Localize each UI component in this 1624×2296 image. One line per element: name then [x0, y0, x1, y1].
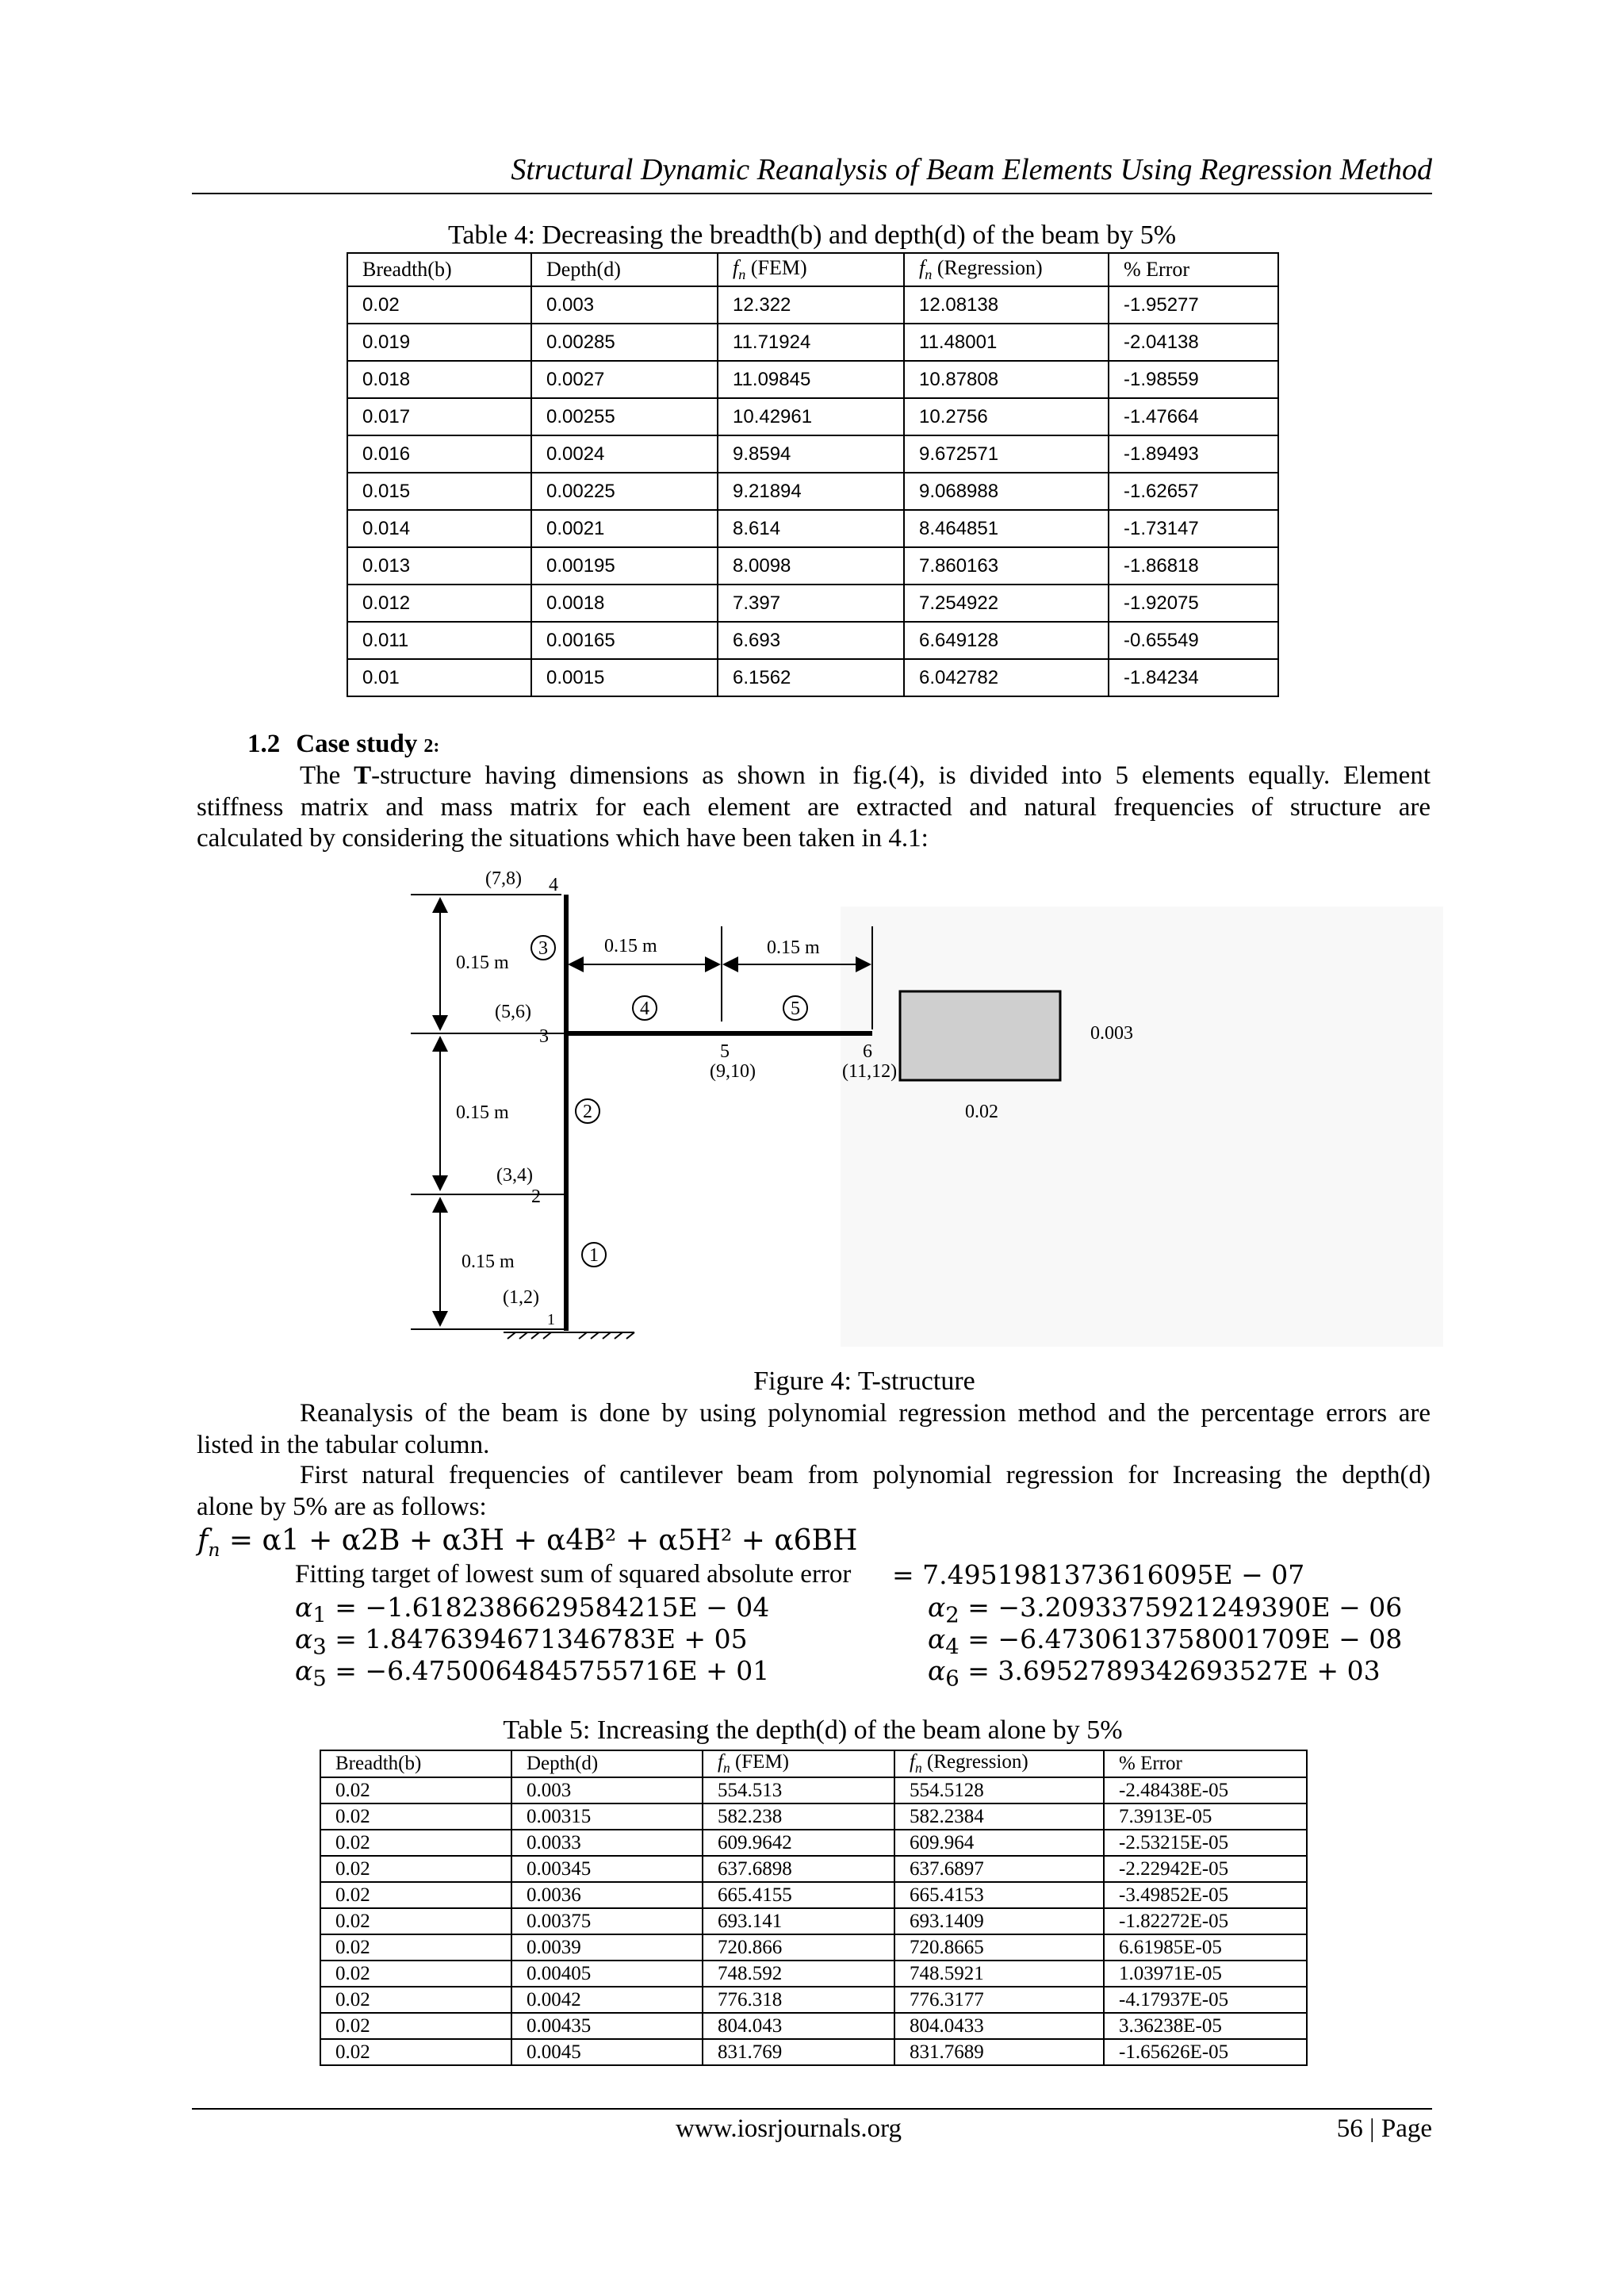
- table5-cell: -1.82272E-05: [1104, 1908, 1307, 1934]
- section-number: 1.2: [247, 730, 281, 758]
- table4-cell: 0.0021: [531, 510, 718, 547]
- table4-cell: 0.014: [347, 510, 531, 547]
- table4-cell: 0.01: [347, 659, 531, 696]
- table5-header-cell: $f_n$ (FEM): [703, 1750, 894, 1777]
- coefficient-symbol: α: [295, 1655, 313, 1686]
- table4-cell: 9.21894: [718, 473, 904, 510]
- coefficient-a3: $\alpha_3 = 1.8476394671346783E + 05$: [295, 1623, 748, 1660]
- section-height-label: 0.003: [1090, 1023, 1133, 1044]
- table5-cell: 1.03971E-05: [1104, 1961, 1307, 1987]
- dim-label: 0.15 m: [456, 953, 509, 973]
- regression-equation: [197, 1524, 857, 1561]
- table4-cell: -0.65549: [1109, 622, 1278, 659]
- table5-cell: 0.0045: [511, 2039, 703, 2065]
- table5-cell: 0.02: [320, 1987, 511, 2013]
- table5-cell: 0.02: [320, 2039, 511, 2065]
- table5-cell: 0.0036: [511, 1882, 703, 1908]
- table4-cell: 11.48001: [904, 324, 1109, 361]
- table5-cell: 0.00435: [511, 2013, 703, 2039]
- footer-url: www.iosrjournals.org: [676, 2114, 902, 2143]
- table5-row: [320, 1908, 1307, 1934]
- table5-cell: 0.0039: [511, 1934, 703, 1961]
- table5-cell: -2.48438E-05: [1104, 1777, 1307, 1803]
- table4-row: [347, 547, 1278, 585]
- table4-header-cell: $f_n$ (FEM): [718, 253, 904, 286]
- table4-header-cell: % Error: [1109, 253, 1278, 286]
- table5-cell: 582.2384: [894, 1803, 1104, 1830]
- table5-cell: 831.769: [703, 2039, 894, 2065]
- table5-cell: 3.36238E-05: [1104, 2013, 1307, 2039]
- table4-cell: 10.2756: [904, 398, 1109, 435]
- table4: [347, 252, 1279, 697]
- section-width-label: 0.02: [965, 1102, 998, 1122]
- node-number: 1: [547, 1311, 555, 1328]
- table4-cell: 9.8594: [718, 435, 904, 473]
- node-number: 2: [531, 1186, 541, 1207]
- table5-cell: 6.61985E-05: [1104, 1934, 1307, 1961]
- paragraph-line: Reanalysis of the beam is done by using polynomial regression method and the percentage errors are: [300, 1399, 1431, 1428]
- table5-cell: 804.0433: [894, 2013, 1104, 2039]
- table4-cell: 0.013: [347, 547, 531, 585]
- table5-cell: 0.02: [320, 1882, 511, 1908]
- table4-cell: 7.254922: [904, 585, 1109, 622]
- table5-row: [320, 1777, 1307, 1803]
- bold-text: T: [354, 761, 372, 790]
- coefficient-symbol: α: [928, 1655, 946, 1686]
- table5-cell: 554.513: [703, 1777, 894, 1803]
- table5-cell: 0.00315: [511, 1803, 703, 1830]
- section-heading: [247, 730, 439, 759]
- table5-caption: Table 5: Increasing the depth(d) of the beam alone by 5%: [503, 1715, 1123, 1745]
- table5-row: [320, 1961, 1307, 1987]
- paragraph-line: calculated by considering the situations which have been taken in 4.1:: [197, 824, 929, 853]
- table4-cell: 0.011: [347, 622, 531, 659]
- table4-cell: 0.012: [347, 585, 531, 622]
- table4-cell: -1.89493: [1109, 435, 1278, 473]
- dim-label: 0.15 m: [456, 1102, 509, 1123]
- table5-row: [320, 1856, 1307, 1882]
- coefficient-value: = −6.4750064845755716E + 01: [335, 1655, 770, 1686]
- table5-header-cell: $f_n$ (Regression): [894, 1750, 1104, 1777]
- dof-label: (11,12): [842, 1061, 898, 1082]
- paragraph-line: First natural frequencies of cantilever beam from polynomial regression for Increasing the depth(d): [300, 1461, 1431, 1489]
- table4-cell: 0.018: [347, 361, 531, 398]
- table4-cell: -1.92075: [1109, 585, 1278, 622]
- table5-cell: 720.8665: [894, 1934, 1104, 1961]
- table4-header-cell: Breadth(b): [347, 253, 531, 286]
- coefficient-symbol: α: [928, 1623, 946, 1654]
- table4-row: [347, 361, 1278, 398]
- regression-paragraph: [197, 1460, 1431, 1523]
- table4-cell: 7.397: [718, 585, 904, 622]
- dof-label: (3,4): [496, 1165, 533, 1186]
- table5-cell: -3.49852E-05: [1104, 1882, 1307, 1908]
- text-run: The: [300, 761, 354, 790]
- paragraph-line: listed in the tabular column.: [197, 1430, 490, 1459]
- table4-cell: 0.00285: [531, 324, 718, 361]
- table5-cell: 7.3913E-05: [1104, 1803, 1307, 1830]
- table5-row: [320, 1934, 1307, 1961]
- table4-cell: 11.09845: [718, 361, 904, 398]
- table4-cell: 0.0024: [531, 435, 718, 473]
- table4-cell: -2.04138: [1109, 324, 1278, 361]
- table4-header-cell: $f_n$ (Regression): [904, 253, 1109, 286]
- cross-section: [900, 991, 1060, 1080]
- table5-cell: 0.00345: [511, 1856, 703, 1882]
- coefficient-a1: $\alpha_1 = -1.6182386629584215E - 04$: [295, 1592, 770, 1628]
- coefficient-a4: $\alpha_4 = -6.4730613758001709E - 08$: [928, 1623, 1403, 1660]
- element-number: 5: [791, 999, 800, 1019]
- paragraph-line: stiffness matrix and mass matrix for each element are extracted and natural frequencies of structure are: [197, 792, 1431, 822]
- fitting-target-value: = 7.4951981373616095E − 07: [892, 1559, 1305, 1590]
- table5-cell: 720.866: [703, 1934, 894, 1961]
- table5-cell: -1.65626E-05: [1104, 2039, 1307, 2065]
- coefficient-a5: $\alpha_5 = -6.4750064845755716E + 01$: [295, 1655, 770, 1692]
- table5-cell: 637.6897: [894, 1856, 1104, 1882]
- table5-cell: 693.141: [703, 1908, 894, 1934]
- table4-cell: 0.00195: [531, 547, 718, 585]
- table5-header-cell: Depth(d): [511, 1750, 703, 1777]
- table4-cell: 8.614: [718, 510, 904, 547]
- table5-cell: -2.53215E-05: [1104, 1830, 1307, 1856]
- table4-cell: 0.017: [347, 398, 531, 435]
- table4-cell: 12.08138: [904, 286, 1109, 324]
- table4-cell: 0.019: [347, 324, 531, 361]
- table4-row: [347, 585, 1278, 622]
- dof-label: (1,2): [503, 1287, 539, 1308]
- table4-cell: -1.73147: [1109, 510, 1278, 547]
- table4-row: [347, 286, 1278, 324]
- reanalysis-paragraph: [197, 1398, 1431, 1461]
- table5-cell: -4.17937E-05: [1104, 1987, 1307, 2013]
- table5-cell: 637.6898: [703, 1856, 894, 1882]
- table5-cell: -2.22942E-05: [1104, 1856, 1307, 1882]
- table4-cell: 0.00255: [531, 398, 718, 435]
- table5: [320, 1750, 1308, 2066]
- table4-cell: -1.62657: [1109, 473, 1278, 510]
- table5-row: [320, 2013, 1307, 2039]
- table5-cell: 0.00375: [511, 1908, 703, 1934]
- table4-row: [347, 398, 1278, 435]
- paragraph-line: [197, 761, 1431, 792]
- table4-header-cell: Depth(d): [531, 253, 718, 286]
- table4-row: [347, 435, 1278, 473]
- coefficient-symbol: α: [295, 1623, 313, 1654]
- table4-cell: 9.672571: [904, 435, 1109, 473]
- t-structure-figure: [396, 863, 1443, 1347]
- table4-cell: 0.016: [347, 435, 531, 473]
- table5-cell: 748.592: [703, 1961, 894, 1987]
- table5-cell: 609.964: [894, 1830, 1104, 1856]
- table4-cell: -1.47664: [1109, 398, 1278, 435]
- table5-cell: 831.7689: [894, 2039, 1104, 2065]
- table5-cell: 0.02: [320, 1830, 511, 1856]
- table4-cell: 9.068988: [904, 473, 1109, 510]
- table4-cell: 10.87808: [904, 361, 1109, 398]
- element-number: 2: [583, 1102, 592, 1122]
- node-number: 3: [539, 1026, 549, 1047]
- dof-label: (7,8): [485, 868, 522, 889]
- table4-cell: -1.86818: [1109, 547, 1278, 585]
- table5-cell: 665.4153: [894, 1882, 1104, 1908]
- table5-cell: 0.02: [320, 1908, 511, 1934]
- dof-label: (5,6): [495, 1002, 531, 1022]
- coefficient-value: = −1.6182386629584215E − 04: [335, 1592, 770, 1623]
- coefficient-value: = 1.8476394671346783E + 05: [335, 1623, 748, 1654]
- table4-caption: Table 4: Decreasing the breadth(b) and depth(d) of the beam by 5%: [447, 220, 1177, 250]
- section-subtitle: 2:: [423, 736, 440, 757]
- table4-cell: 10.42961: [718, 398, 904, 435]
- table5-cell: 748.5921: [894, 1961, 1104, 1987]
- node-number: 6: [863, 1041, 872, 1062]
- fixed-support: [504, 1332, 634, 1339]
- table5-header-cell: % Error: [1104, 1750, 1307, 1777]
- dim-label: 0.15 m: [604, 936, 657, 956]
- dim-label: 0.15 m: [462, 1251, 515, 1272]
- table4-cell: 0.00225: [531, 473, 718, 510]
- table5-cell: 0.00405: [511, 1961, 703, 1987]
- table5-row: [320, 1830, 1307, 1856]
- table4-row: [347, 324, 1278, 361]
- node-number: 5: [720, 1041, 730, 1062]
- table5-cell: 554.5128: [894, 1777, 1104, 1803]
- element-number: 1: [589, 1245, 599, 1266]
- table5-cell: 693.1409: [894, 1908, 1104, 1934]
- footer-rule: [192, 2108, 1432, 2110]
- section-title: Case study: [296, 730, 418, 758]
- table5-cell: 609.9642: [703, 1830, 894, 1856]
- figure-background: [841, 907, 1443, 1347]
- table4-cell: 6.1562: [718, 659, 904, 696]
- table5-header-cell: Breadth(b): [320, 1750, 511, 1777]
- table4-cell: -1.84234: [1109, 659, 1278, 696]
- running-header-title: Structural Dynamic Reanalysis of Beam Elements Using Regression Method: [511, 153, 1432, 186]
- coefficient-symbol: α: [928, 1592, 946, 1623]
- text-run: -structure having dimensions as shown in fig.(4), is divided into 5 elements equally. Element: [371, 761, 1431, 790]
- table4-cell: 0.0015: [531, 659, 718, 696]
- table4-cell: 0.003: [531, 286, 718, 324]
- table5-cell: 776.3177: [894, 1987, 1104, 2013]
- coefficient-a2: $\alpha_2 = -3.2093375921249390E - 06$: [928, 1592, 1403, 1628]
- table5-header-row: [320, 1750, 1307, 1777]
- equation-lhs: $f_n$: [197, 1524, 220, 1562]
- element-number: 3: [538, 938, 548, 959]
- table5-cell: 0.02: [320, 1961, 511, 1987]
- table4-cell: 8.464851: [904, 510, 1109, 547]
- table5-cell: 665.4155: [703, 1882, 894, 1908]
- table5-row: [320, 1803, 1307, 1830]
- coefficient-value: = −3.2093375921249390E − 06: [967, 1592, 1403, 1623]
- table4-cell: 6.649128: [904, 622, 1109, 659]
- dim-label: 0.15 m: [767, 937, 820, 958]
- table4-cell: 0.015: [347, 473, 531, 510]
- figure4-caption: Figure 4: T-structure: [753, 1366, 975, 1396]
- dof-label: (9,10): [710, 1061, 756, 1082]
- table5-cell: 0.0042: [511, 1987, 703, 2013]
- table4-cell: 0.02: [347, 286, 531, 324]
- table5-cell: 776.318: [703, 1987, 894, 2013]
- table4-row: [347, 510, 1278, 547]
- table4-row: [347, 659, 1278, 696]
- equation-rhs: = α1 + α2B + α3H + α4B² + α5H² + α6BH: [228, 1524, 858, 1557]
- table4-cell: 11.71924: [718, 324, 904, 361]
- table5-cell: 0.02: [320, 2013, 511, 2039]
- element-number: 4: [640, 999, 649, 1019]
- table5-row: [320, 1987, 1307, 2013]
- table5-cell: 0.02: [320, 1777, 511, 1803]
- coefficient-value: = 3.6952789342693527E + 03: [967, 1655, 1381, 1686]
- table5-cell: 0.02: [320, 1934, 511, 1961]
- header-rule: [192, 193, 1432, 194]
- table4-header-row: [347, 253, 1278, 286]
- table4-cell: 6.693: [718, 622, 904, 659]
- table4-cell: 12.322: [718, 286, 904, 324]
- table4-cell: -1.98559: [1109, 361, 1278, 398]
- table5-cell: 582.238: [703, 1803, 894, 1830]
- node-number: 4: [549, 875, 558, 895]
- table5-cell: 804.043: [703, 2013, 894, 2039]
- table4-cell: 0.0018: [531, 585, 718, 622]
- paragraph-line: alone by 5% are as follows:: [197, 1492, 487, 1521]
- table4-cell: 0.0027: [531, 361, 718, 398]
- table4-cell: 6.042782: [904, 659, 1109, 696]
- table4-cell: 8.0098: [718, 547, 904, 585]
- table5-cell: 0.02: [320, 1856, 511, 1882]
- table4-cell: 0.00165: [531, 622, 718, 659]
- table5-row: [320, 1882, 1307, 1908]
- case-study-paragraph: [197, 761, 1431, 855]
- page-number: 56 | Page: [1336, 2114, 1432, 2143]
- table5-row: [320, 2039, 1307, 2065]
- coefficient-a6: $\alpha_6 = 3.6952789342693527E + 03$: [928, 1655, 1381, 1692]
- table5-cell: 0.0033: [511, 1830, 703, 1856]
- fitting-target-label: Fitting target of lowest sum of squared absolute error: [295, 1560, 852, 1589]
- table5-cell: 0.02: [320, 1803, 511, 1830]
- table5-cell: 0.003: [511, 1777, 703, 1803]
- table4-cell: -1.95277: [1109, 286, 1278, 324]
- table4-row: [347, 622, 1278, 659]
- table4-cell: 7.860163: [904, 547, 1109, 585]
- coefficient-symbol: α: [295, 1592, 313, 1623]
- table4-row: [347, 473, 1278, 510]
- coefficient-value: = −6.4730613758001709E − 08: [967, 1623, 1403, 1654]
